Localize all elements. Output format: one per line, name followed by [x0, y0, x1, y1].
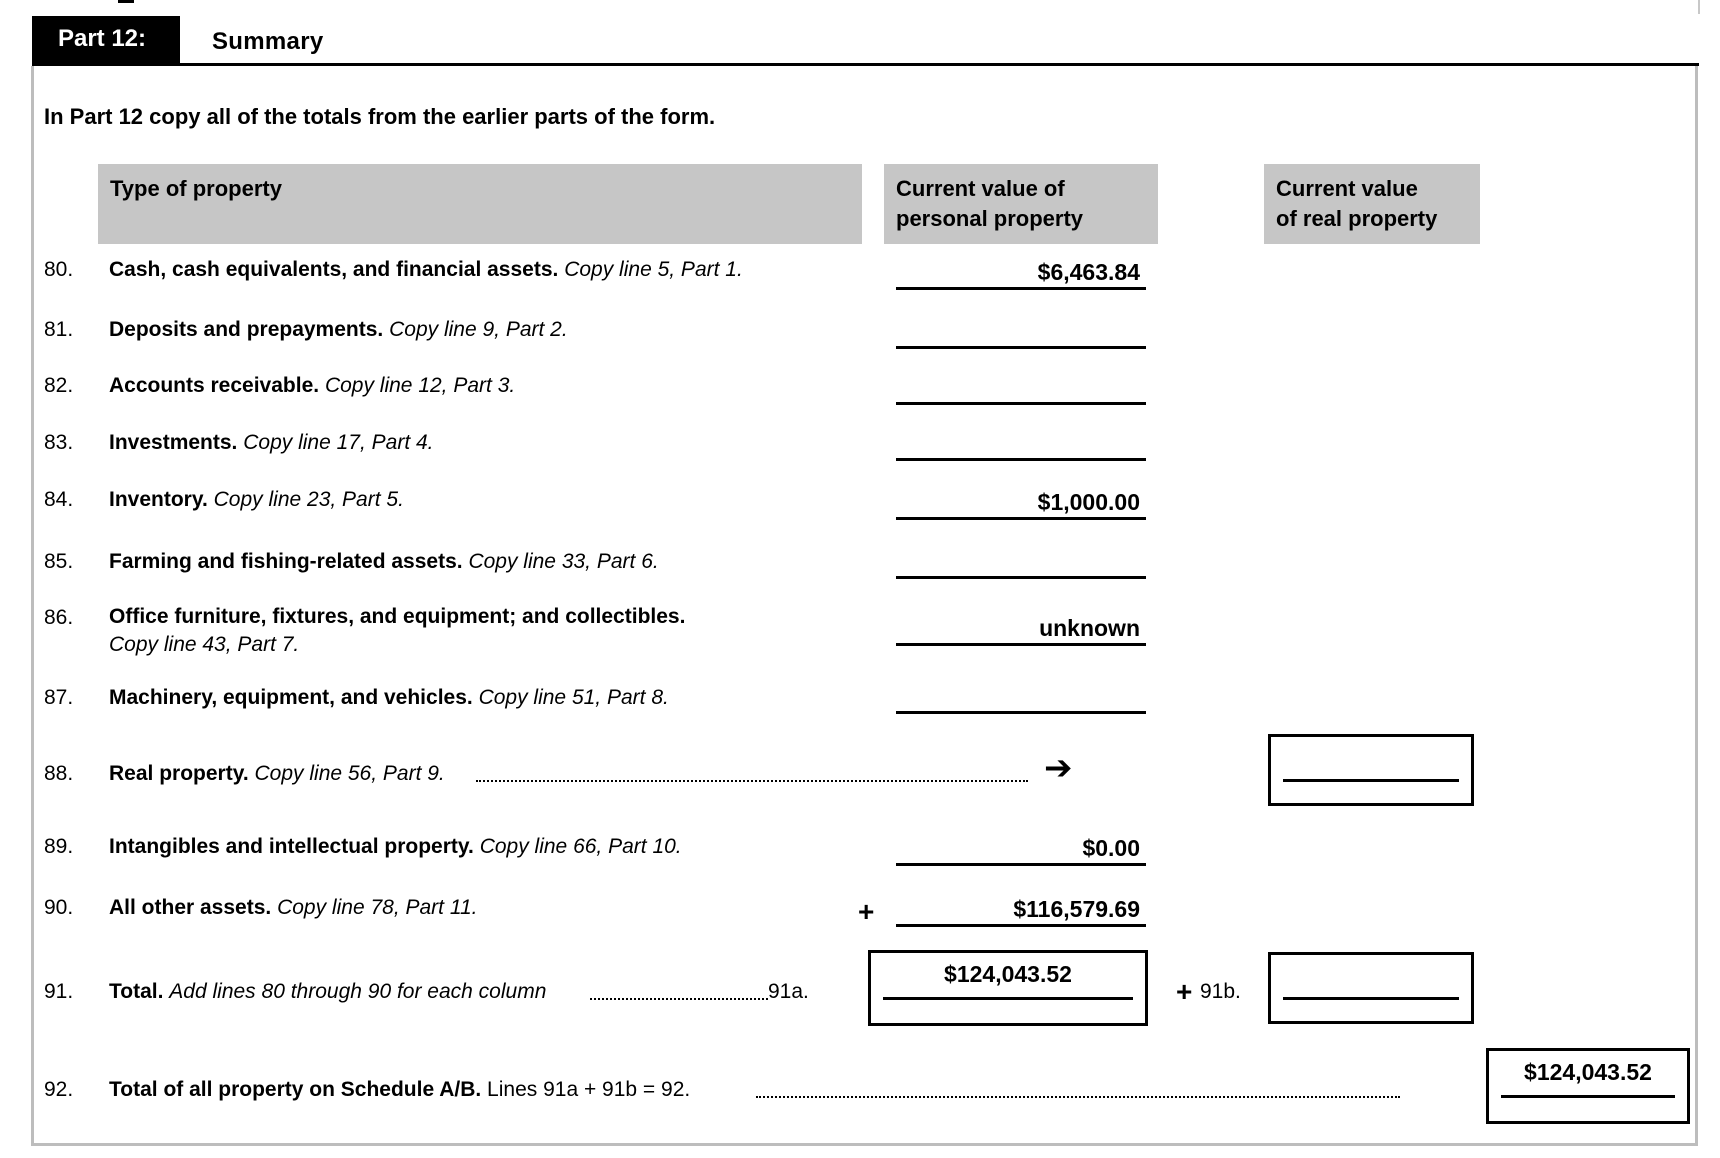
line-88-description: [109, 760, 445, 788]
line-86-value-field[interactable]: unknown: [896, 610, 1146, 646]
line-91-title: Total.: [109, 980, 164, 1003]
line-88-title: Real property.: [109, 762, 249, 785]
line-85-instruction: Copy line 33, Part 6.: [468, 550, 659, 573]
line-80-value-field[interactable]: $6,463.84: [896, 254, 1146, 290]
line-81-number: 81.: [44, 318, 74, 341]
column-header-personal: [884, 164, 1158, 244]
line-82-title: Accounts receivable.: [109, 374, 320, 397]
line-89-instruction: Copy line 66, Part 10.: [479, 835, 682, 858]
line-91a-value-field[interactable]: $124,043.52: [883, 957, 1133, 1000]
intro-text: In Part 12 copy all of the totals from the earlier parts of the form.: [44, 104, 716, 129]
line-85-number: 85.: [44, 550, 74, 573]
line-88-number: 88.: [44, 762, 74, 785]
line-80-number: 80.: [44, 258, 74, 281]
column-header-type-label: Type of property: [110, 176, 282, 201]
line-92-description: [109, 1076, 690, 1104]
part-title: Summary: [212, 28, 324, 55]
column-header-personal-line2: personal property: [896, 206, 1084, 231]
line-85-title: Farming and fishing-related assets.: [109, 550, 463, 573]
line-88-leader-dots: [476, 780, 1028, 782]
line-87-title: Machinery, equipment, and vehicles.: [109, 686, 473, 709]
line-92-grand-total-box[interactable]: [1486, 1048, 1690, 1124]
line-83-title: Investments.: [109, 431, 238, 454]
line-87-value-field[interactable]: [896, 678, 1146, 714]
line-88-instruction: Copy line 56, Part 9.: [254, 762, 445, 785]
line-91b-total-box[interactable]: [1268, 952, 1474, 1024]
line-82-number: 82.: [44, 374, 74, 397]
top-tick-mark: [118, 0, 134, 3]
line-91a-reference: 91a.: [768, 980, 809, 1003]
line-82-instruction: Copy line 12, Part 3.: [324, 374, 516, 397]
line-82-description: [109, 372, 515, 400]
line-89-title: Intangibles and intellectual property.: [109, 835, 474, 858]
line-84-number: 84.: [44, 488, 74, 511]
line-90-number: 90.: [44, 896, 74, 919]
column-header-type: [98, 164, 862, 244]
line-90-description: [109, 894, 477, 922]
line-92-value-field[interactable]: $124,043.52: [1501, 1055, 1675, 1098]
line-89-number: 89.: [44, 835, 74, 858]
plus-sign-91b: +: [1176, 976, 1193, 1007]
line-88-value-field[interactable]: [1283, 737, 1459, 782]
line-82-value-field[interactable]: [896, 369, 1146, 405]
part-label: Part 12:: [32, 16, 180, 66]
column-header-real: [1264, 164, 1480, 244]
line-83-number: 83.: [44, 431, 74, 454]
line-89-description: [109, 833, 682, 861]
line-91a-total-box[interactable]: [868, 950, 1148, 1026]
line-92-leader-dots: [756, 1096, 1400, 1098]
line-85-description: [109, 548, 659, 576]
line-88-real-property-box[interactable]: [1268, 734, 1474, 806]
line-91-instruction: Add lines 80 through 90 for each column: [169, 980, 547, 1003]
line-91b-reference: 91b.: [1200, 980, 1241, 1003]
line-81-value-field[interactable]: [896, 313, 1146, 349]
line-91b-value-field[interactable]: [1283, 955, 1459, 1000]
line-90-title: All other assets.: [109, 896, 272, 919]
plus-sign: +: [858, 896, 875, 927]
line-87-description: [109, 684, 669, 712]
line-91-leader-dots: [590, 998, 768, 1000]
line-92-number: 92.: [44, 1078, 74, 1101]
line-87-instruction: Copy line 51, Part 8.: [478, 686, 669, 709]
line-87-number: 87.: [44, 686, 74, 709]
line-86-title: Office furniture, fixtures, and equipment; and collectibles.: [109, 605, 686, 628]
line-92-instruction: Lines 91a + 91b = 92.: [487, 1078, 691, 1101]
line-86-number: 86.: [44, 606, 74, 629]
line-91-description: [109, 978, 546, 1006]
line-91-number: 91.: [44, 980, 74, 1003]
line-90-instruction: Copy line 78, Part 11.: [277, 896, 478, 919]
column-header-real-line2: of real property: [1276, 206, 1438, 231]
line-84-description: [109, 486, 404, 514]
line-80-instruction: Copy line 5, Part 1.: [564, 258, 743, 281]
column-header-real-line1: Current value: [1276, 176, 1418, 201]
arrow-right-icon: ➔: [1044, 749, 1073, 787]
line-90-value-field[interactable]: $116,579.69: [896, 891, 1146, 927]
line-86-description: [109, 603, 685, 659]
line-81-title: Deposits and prepayments.: [109, 318, 384, 341]
line-83-instruction: Copy line 17, Part 4.: [243, 431, 434, 454]
line-80-title: Cash, cash equivalents, and financial assets.: [109, 258, 559, 281]
line-84-value-field[interactable]: $1,000.00: [896, 484, 1146, 520]
line-85-value-field[interactable]: [896, 543, 1146, 579]
line-81-instruction: Copy line 9, Part 2.: [389, 318, 568, 341]
top-right-border: [1698, 0, 1700, 14]
line-83-description: [109, 429, 434, 457]
column-header-personal-line1: Current value of: [896, 176, 1065, 201]
line-84-title: Inventory.: [109, 488, 208, 511]
line-80-description: [109, 256, 743, 284]
line-92-title: Total of all property on Schedule A/B.: [109, 1078, 482, 1101]
line-89-value-field[interactable]: $0.00: [896, 830, 1146, 866]
line-84-instruction: Copy line 23, Part 5.: [213, 488, 404, 511]
line-81-description: [109, 316, 568, 344]
line-83-value-field[interactable]: [896, 425, 1146, 461]
line-86-instruction: Copy line 43, Part 7.: [109, 633, 300, 656]
